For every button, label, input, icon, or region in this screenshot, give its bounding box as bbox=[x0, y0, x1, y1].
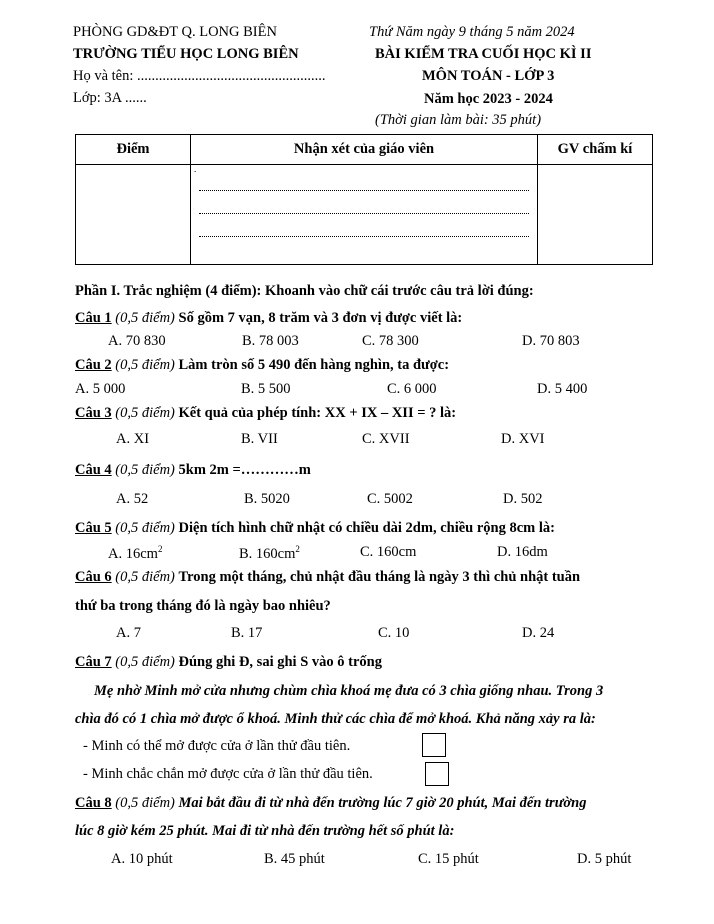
question-number: Câu 7 bbox=[75, 654, 112, 670]
option-c[interactable]: C. 10 bbox=[378, 625, 410, 641]
question-text: Làm tròn số 5 490 đến hàng nghìn, ta được: bbox=[178, 357, 450, 373]
question-8 bbox=[75, 795, 586, 812]
question-7-item-2: - Minh chắc chắn mở được cửa ở lần thử đầu tiên. bbox=[83, 766, 373, 782]
question-5 bbox=[75, 520, 555, 537]
question-points: (0,5 điểm) bbox=[115, 795, 175, 811]
option-d[interactable]: D. 24 bbox=[522, 625, 555, 641]
answer-box-1[interactable] bbox=[422, 733, 446, 757]
option-c[interactable]: C. XVII bbox=[362, 431, 410, 447]
question-7-item-1: - Minh có thể mở được cửa ở lần thử đầu tiên. bbox=[83, 738, 351, 754]
question-1 bbox=[75, 310, 462, 327]
question-number: Câu 3 bbox=[75, 405, 112, 421]
score-header: Điểm bbox=[76, 135, 191, 165]
question-number: Câu 8 bbox=[75, 795, 112, 811]
question-6-text-cont: thứ ba trong tháng đó là ngày bao nhiêu? bbox=[75, 598, 331, 614]
score-cell[interactable] bbox=[76, 165, 191, 265]
question-text: Diện tích hình chữ nhật có chiều dài 2dm, chiều rộng 8cm là: bbox=[178, 520, 555, 536]
question-6 bbox=[75, 569, 580, 586]
comment-header: Nhận xét của giáo viên bbox=[191, 135, 538, 165]
comment-mark: . bbox=[194, 164, 197, 174]
option-c[interactable]: C. 5002 bbox=[367, 491, 413, 507]
option-text: A. 16cm bbox=[108, 545, 158, 562]
student-name-label: Họ và tên: .................................................... bbox=[73, 68, 326, 84]
grader-header: GV chấm kí bbox=[538, 135, 653, 165]
question-text: Kết quả của phép tính: XX + IX – XII = ? là: bbox=[178, 405, 457, 421]
exam-title: BÀI KIỂM TRA CUỐI HỌC KÌ II bbox=[375, 46, 592, 62]
question-7 bbox=[75, 654, 382, 671]
comment-cell[interactable] bbox=[191, 165, 538, 265]
option-b[interactable]: B. VII bbox=[241, 431, 278, 447]
option-d[interactable]: D. 70 803 bbox=[522, 333, 580, 349]
option-d[interactable]: D. 16dm bbox=[497, 544, 548, 560]
class-label: Lớp: 3A ...... bbox=[73, 90, 147, 106]
question-points: (0,5 điểm) bbox=[115, 357, 175, 373]
question-text: Đúng ghi Đ, sai ghi S vào ô trống bbox=[178, 654, 382, 670]
question-points: (0,5 điểm) bbox=[115, 569, 175, 585]
option-a[interactable]: A. XI bbox=[116, 431, 150, 447]
comment-line-3 bbox=[199, 236, 529, 237]
option-a[interactable]: A. 10 phút bbox=[111, 851, 173, 867]
question-2 bbox=[75, 357, 449, 374]
department-name: PHÒNG GD&ĐT Q. LONG BIÊN bbox=[73, 24, 277, 40]
option-c[interactable]: C. 6 000 bbox=[387, 381, 437, 397]
question-number: Câu 5 bbox=[75, 520, 112, 536]
superscript: 2 bbox=[157, 544, 163, 554]
option-a[interactable] bbox=[108, 544, 162, 563]
option-d[interactable]: D. XVI bbox=[501, 431, 545, 447]
option-c[interactable]: C. 15 phút bbox=[418, 851, 479, 867]
question-points: (0,5 điểm) bbox=[115, 654, 175, 670]
question-3 bbox=[75, 405, 456, 422]
question-points: (0,5 điểm) bbox=[115, 520, 175, 536]
option-b[interactable]: B. 17 bbox=[231, 625, 263, 641]
school-name: TRƯỜNG TIỂU HỌC LONG BIÊN bbox=[73, 46, 299, 62]
exam-date: Thứ Năm ngày 9 tháng 5 năm 2024 bbox=[369, 24, 575, 40]
exam-subject: MÔN TOÁN - LỚP 3 bbox=[422, 68, 555, 84]
option-b[interactable]: B. 5020 bbox=[244, 491, 290, 507]
option-b[interactable] bbox=[239, 544, 300, 563]
question-4 bbox=[75, 462, 311, 479]
question-7-story-2: chìa đó có 1 chìa mở được ổ khoá. Minh thử các chìa để mở khoá. Khả năng xảy ra là: bbox=[75, 711, 596, 727]
question-number: Câu 6 bbox=[75, 569, 112, 585]
grader-cell[interactable] bbox=[538, 165, 653, 265]
question-number: Câu 2 bbox=[75, 357, 112, 373]
question-number: Câu 1 bbox=[75, 310, 112, 326]
question-7-story-1: Mẹ nhờ Minh mở cửa nhưng chùm chìa khoá mẹ đưa có 3 chìa giống nhau. Trong 3 bbox=[94, 683, 604, 699]
question-points: (0,5 điểm) bbox=[115, 405, 175, 421]
option-b[interactable]: B. 78 003 bbox=[242, 333, 299, 349]
question-8-text-cont: lúc 8 giờ kém 25 phút. Mai đi từ nhà đến trường hết số phút là: bbox=[75, 823, 455, 839]
school-year: Năm học 2023 - 2024 bbox=[424, 91, 553, 107]
question-text: Số gồm 7 vạn, 8 trăm và 3 đơn vị được viết là: bbox=[178, 310, 463, 326]
option-c[interactable]: C. 78 300 bbox=[362, 333, 419, 349]
option-a[interactable]: A. 52 bbox=[116, 491, 149, 507]
option-a[interactable]: A. 70 830 bbox=[108, 333, 166, 349]
question-number: Câu 4 bbox=[75, 462, 112, 478]
grade-table bbox=[75, 134, 653, 265]
exam-duration: (Thời gian làm bài: 35 phút) bbox=[375, 112, 542, 128]
option-b[interactable]: B. 5 500 bbox=[241, 381, 291, 397]
option-c[interactable]: C. 160cm bbox=[360, 544, 417, 560]
answer-box-2[interactable] bbox=[425, 762, 449, 786]
question-points: (0,5 điểm) bbox=[115, 462, 175, 478]
question-text: Trong một tháng, chủ nhật đầu tháng là ngày 3 thì chủ nhật tuần bbox=[178, 569, 581, 585]
superscript: 2 bbox=[295, 544, 300, 554]
question-text: Mai bắt đầu đi từ nhà đến trường lúc 7 giờ 20 phút, Mai đến trường bbox=[178, 795, 587, 811]
question-text: 5km 2m =…………m bbox=[178, 462, 311, 478]
option-d[interactable]: D. 502 bbox=[503, 491, 543, 507]
option-b[interactable]: B. 45 phút bbox=[264, 851, 325, 867]
question-points: (0,5 điểm) bbox=[115, 310, 175, 326]
option-a[interactable]: A. 7 bbox=[116, 625, 141, 641]
part1-title: Phần I. Trắc nghiệm (4 điểm): Khoanh vào chữ cái trước câu trả lời đúng: bbox=[75, 283, 534, 299]
option-d[interactable]: D. 5 400 bbox=[537, 381, 588, 397]
option-a[interactable]: A. 5 000 bbox=[75, 381, 126, 397]
option-d[interactable]: D. 5 phút bbox=[577, 851, 632, 867]
option-text: B. 160cm bbox=[239, 545, 296, 562]
